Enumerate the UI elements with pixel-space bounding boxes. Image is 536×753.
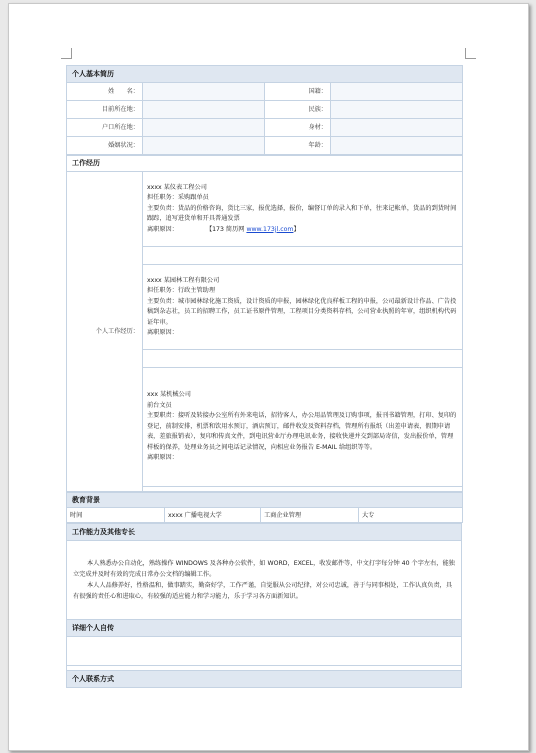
self-eval-field[interactable] (67, 637, 462, 666)
skills-paragraph: 本人人品修养好，性格温和，做事踏实，勤奋好学，工作严谨，自觉服从公司纪律，对公司忠诚，善于与同事相处，工作认真负责，具有很强的责任心和进取心，有较强的适应能力和学习能力，乐于学习各方面新知识。 (73, 582, 453, 600)
blank-row (143, 350, 463, 368)
site-link[interactable]: www.173jl.com (246, 225, 294, 233)
education-major: 工商企业管理 (261, 508, 359, 523)
education-time: 时间 (67, 508, 165, 523)
section-work-title: 工作经历 (67, 156, 463, 172)
hukou-label: 户口所在地： (67, 119, 143, 137)
education-table (66, 492, 463, 523)
name-field[interactable] (143, 83, 265, 101)
residence-field[interactable] (143, 101, 265, 119)
job-company: xxxx 某园林工程有限公司 (147, 276, 220, 284)
skills-text[interactable] (67, 541, 462, 620)
job-duties: 主要负责：货品的价格咨询，货比三家，报优选择，报价，编督订单的录入和下单，往来记帐单，货品的到货时间跟踪，追写进货单和开具普通发票 (147, 204, 457, 223)
job-entry[interactable] (143, 172, 463, 247)
blank-row (143, 247, 463, 265)
education-degree: 大专 (359, 508, 463, 523)
nationality-label: 国籍： (265, 83, 331, 101)
blank-row (143, 487, 463, 492)
nationality-field[interactable] (331, 83, 463, 101)
skills-paragraph: 本人熟悉办公自动化，熟练操作 WINDOWS 及各种办公软件，如 WORD，EXCEL，收发邮件等，中文打字每分钟 40 个字左右，能独立完成并及时有效的完成日常办公文档的编辑工作。 (73, 560, 455, 578)
section-basic-title: 个人基本简历 (67, 66, 463, 83)
section-self-eval-title: 详细个人自传 (67, 620, 462, 637)
crop-mark-top-right (465, 48, 476, 59)
leave-note-suffix: 】 (293, 225, 300, 233)
leave-label: 离职原因： (147, 225, 178, 233)
leave-note-prefix: 【173 简历网 (205, 225, 247, 233)
job-duties: 主要职责：接听及转接办公室所有外来电话，招待客人，办公用品管理及订购事项，报刊书籍管理，打印、复印的登记，前制安排，机票和饮用水预订，酒店预订，邮件收发及资料存档，管理所有报纸（出差申请表，假期申请表，差旅报销表），复印和传真文件，到电讯营业厅办理电讯业务，接收快递并交到部局寄信，发出报价单，管理样板的保养，处理业务员之间电话记录情况，向相应业务报告 E-MAIL 给组织等等。 (147, 412, 457, 451)
job-title: 担任职务：行政主管助理 (147, 287, 216, 294)
job-duties: 主要负责：城市园林绿化施工资质，设计资质的申报，园林绿化优良样板工程的申报，公司最新设计作品、广告投稿到杂志社，员工的招聘工作，员工证书原件管理，工程项目分类资料存档，公司营业执照的年审，组织机构代码证年审。 (147, 297, 457, 326)
job-company: xxx 某机械公司 (147, 391, 191, 399)
job-company: xxxx 某仪表工程公司 (147, 183, 207, 191)
basic-info-table (66, 65, 463, 155)
section-education-title: 教育背景 (67, 493, 463, 508)
ethnicity-label: 民族： (265, 101, 331, 119)
job-leave: 离职原因： (147, 329, 178, 336)
work-table (66, 155, 463, 492)
residence-label: 目前所在地： (67, 101, 143, 119)
job-title: 前台文员 (147, 401, 172, 409)
ethnicity-field[interactable] (331, 101, 463, 119)
marital-field[interactable] (143, 137, 265, 155)
work-history-label: 个人工作经历： (67, 172, 143, 492)
hukou-field[interactable] (143, 119, 265, 137)
crop-mark-top-left (61, 48, 72, 59)
skills-table (66, 523, 462, 688)
education-school: xxxx 广播电视大学 (165, 508, 261, 523)
job-entry[interactable] (143, 265, 463, 350)
job-title: 担任职务：采购跟单员 (147, 194, 209, 202)
resume-form (66, 65, 462, 688)
height-label: 身材： (265, 119, 331, 137)
name-label: 姓 名： (67, 83, 143, 101)
section-skills-title: 工作能力及其他专长 (67, 524, 462, 541)
job-leave (147, 225, 458, 236)
job-leave: 离职原因： (147, 454, 178, 462)
height-field[interactable] (331, 119, 463, 137)
job-entry[interactable] (143, 368, 463, 487)
age-label: 年龄： (265, 137, 331, 155)
age-field[interactable] (331, 137, 463, 155)
marital-label: 婚姻状况： (67, 137, 143, 155)
section-contact-title: 个人联系方式 (67, 671, 462, 688)
